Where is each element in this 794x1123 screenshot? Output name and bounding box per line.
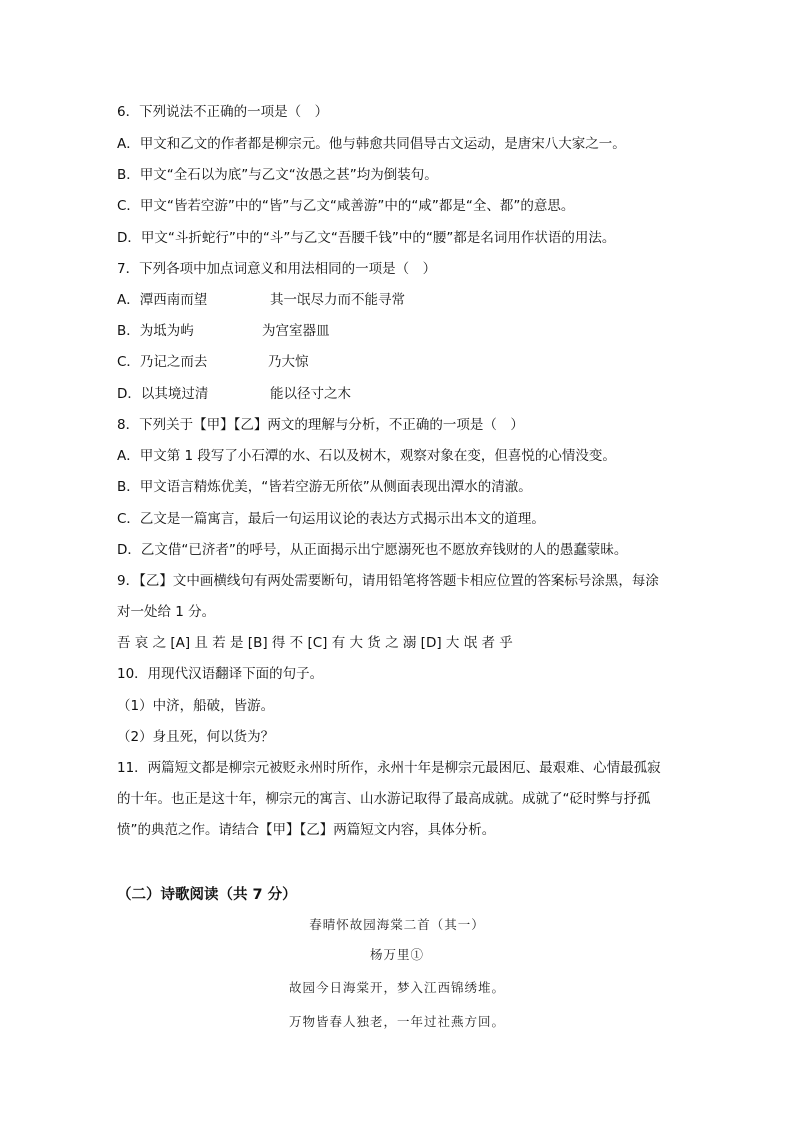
q6-option-a: A．甲文和乙文的作者都是柳宗元。他与韩愈共同倡导古文运动，是唐宋八大家之一。 [117,136,626,152]
poem-verse-2: 万物皆春人独老，一年过社燕方回。 [288,1014,505,1029]
section-title: （二）诗歌阅读（共 7 分） [117,887,297,903]
q8-option-d: D．乙文借“已济者”的呼号，从正面揭示出宁愿溺死也不愿放弃钱财的人的愚蠢蒙昧。 [117,542,628,558]
q8-option-a: A．甲文第 1 段写了小石潭的水、石以及树木，观察对象在变，但喜悦的心情没变。 [117,448,616,464]
q10-sentence-1: （1）中济，船破，皆游。 [117,698,275,714]
q6-option-d: D．甲文“斗折蛇行”中的“斗”与乙文“吾腰千钱”中的“腰”都是名词用作状语的用法。 [117,230,616,246]
q7-option-b-first: B．为坻为屿 [117,323,194,339]
poem-title: 春晴怀故园海棠二首（其一） [309,917,485,932]
q6-option-b: B．甲文“全石以为底”与乙文“汝愚之甚”均为倒装句。 [117,167,438,183]
q8-option-c: C．乙文是一篇寓言，最后一句运用议论的表达方式揭示出本文的道理。 [117,511,545,527]
q7-option-c-second: 乃大惊 [268,354,309,370]
q9-stem-line1: 9．【乙】文中画横线句有两处需要断句，请用铅笔将答题卡相应位置的答案标号涂黑，每涂 [117,573,659,589]
q7-option-d-first: D．以其境过清 [117,386,209,402]
q7-option-a-first: A．潭西南而望 [117,292,208,308]
q7-option-c-first: C．乃记之而去 [117,354,208,370]
q10-sentence-2: （2）身且死，何以货为？ [117,729,275,745]
q8-stem: 8．下列关于【甲】【乙】两文的理解与分析，不正确的一项是（ ） [117,417,524,433]
q9-sentence: 吾 哀 之 [A] 且 若 是 [B] 得 不 [C] 有 大 货 之 溺 [D] 大 氓 者 乎 [117,635,513,651]
q7-option-a-second: 其一氓尽力而不能寻常 [270,292,405,308]
q11-line-2: 的十年。也正是这十年，柳宗元的寓言、山水游记取得了最高成就。成就了“砭时弊与抒孤 [117,791,651,807]
q11-line-1: 11．两篇短文都是柳宗元被贬永州时所作，永州十年是柳宗元最困厄、最艰难、心情最孤寂 [117,760,661,776]
q8-option-b: B．甲文语言精炼优美，“皆若空游无所依”从侧面表现出潭水的清澈。 [117,479,532,495]
q6-option-c: C．甲文“皆若空游”中的“皆”与乙文“咸善游”中的“咸”都是“全、都”的意思。 [117,198,575,214]
q7-option-d-second: 能以径寸之木 [270,386,351,402]
q11-line-3: 愤”的典范之作。请结合【甲】【乙】两篇短文内容，具体分析。 [117,822,496,838]
q9-stem-line2: 对一处给 1 分。 [117,604,216,620]
q7-stem: 7．下列各项中加点词意义和用法相同的一项是（ ） [117,261,437,277]
q10-stem: 10．用现代汉语翻译下面的句子。 [117,666,324,682]
q6-stem: 6．下列说法不正确的一项是（ ） [117,104,329,120]
q7-option-b-second: 为宫室器皿 [262,323,330,339]
poem-verse-1: 故园今日海棠开，梦入江西锦绣堆。 [288,980,505,995]
poem-author: 杨万里① [369,947,424,962]
